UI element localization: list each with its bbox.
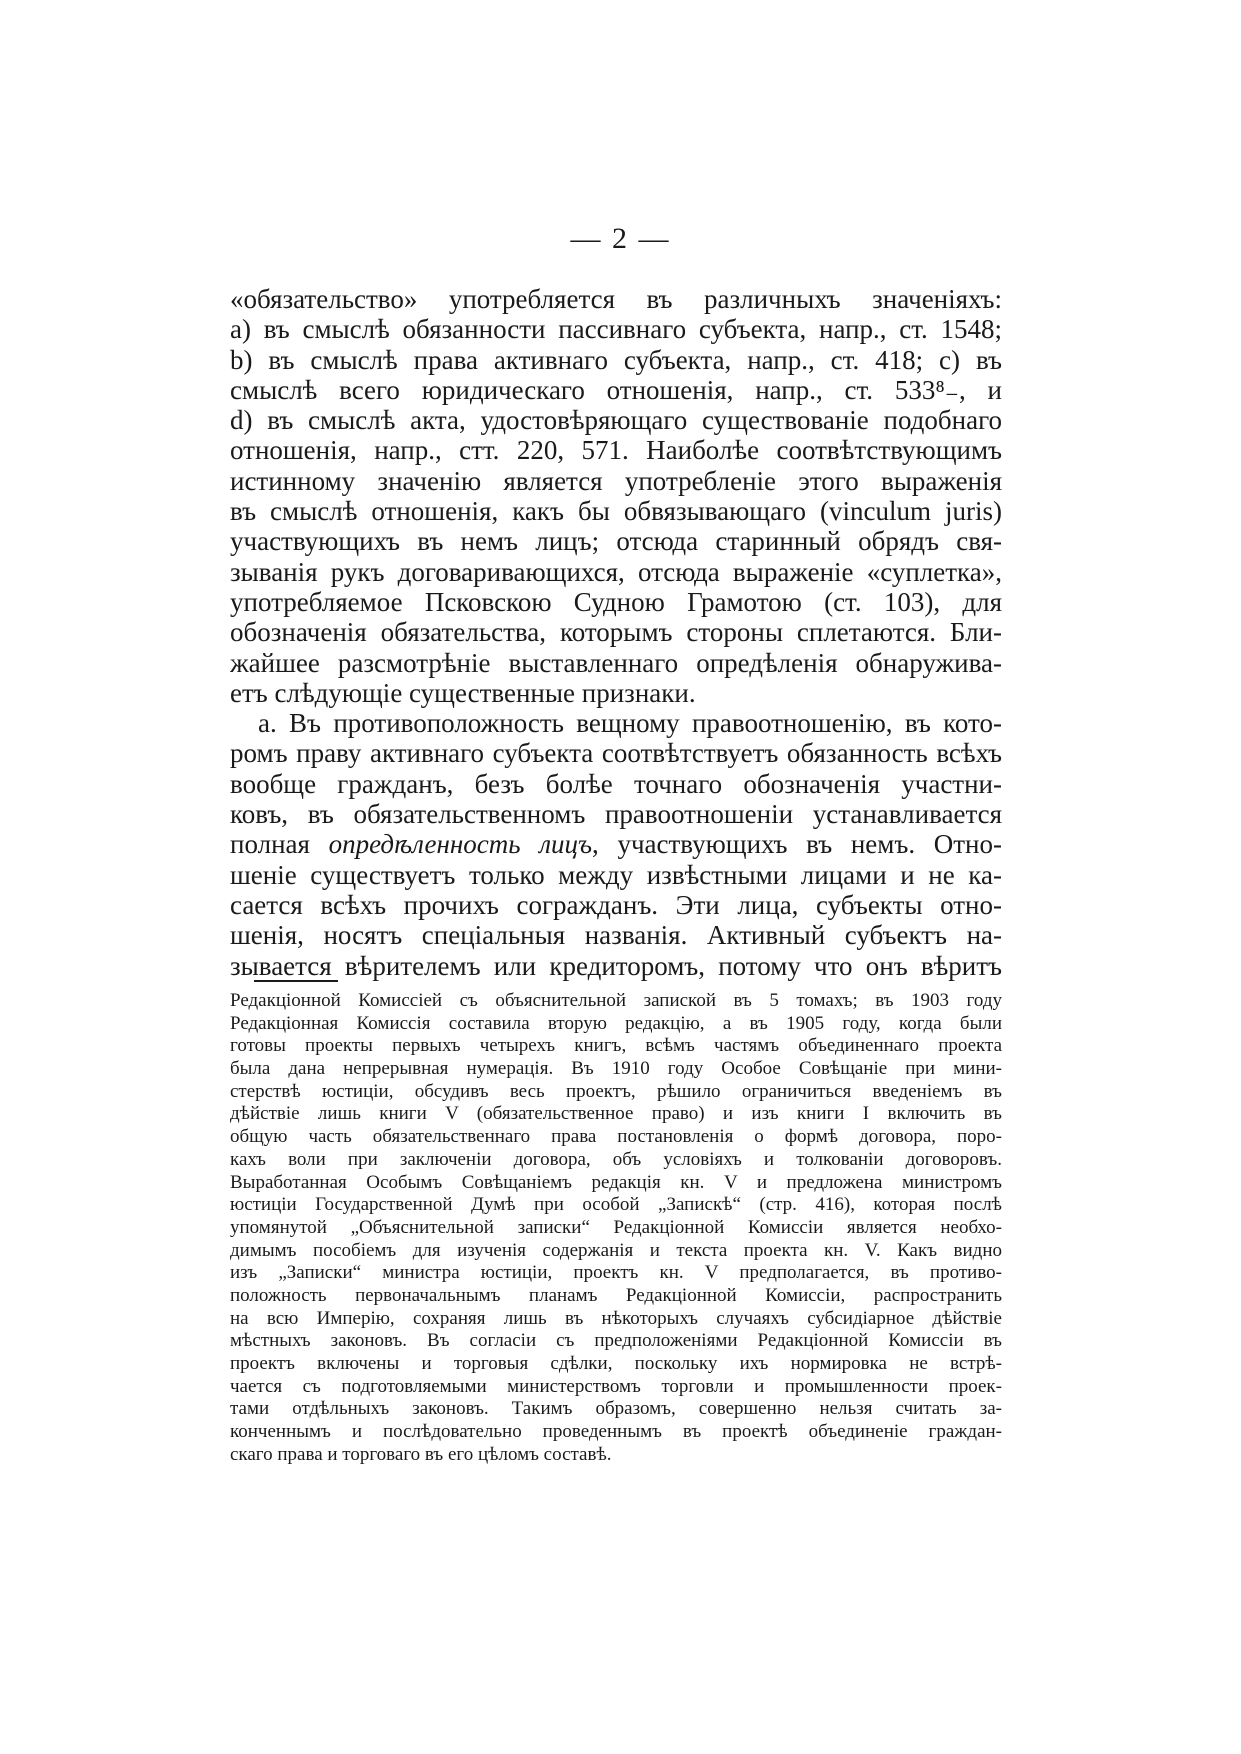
emphasized-term: опредѣленность лицъ — [328, 829, 593, 860]
text-line: зыванія рукъ договаривающихся, отсюда выраженіе «суплетка», — [230, 556, 1002, 587]
footnote-line: чается съ подготовляемыми министерствомъ торговли и промышленности проек- — [230, 1375, 1002, 1397]
footnote-line: мѣстныхъ законовъ. Въ согласіи съ предположеніями Редакціонной Комиссіи въ — [230, 1330, 1002, 1352]
footnote-line: скаго права и торговаго въ его цѣломъ составѣ. — [230, 1443, 612, 1465]
footnote-line: проектъ включены и торговыя сдѣлки, поскольку ихъ нормировка не встрѣ- — [230, 1353, 1002, 1374]
text-line: зывается вѣрителемъ или кредиторомъ, потому что онъ вѣритъ — [230, 950, 1002, 981]
text-run: полная — [230, 829, 329, 860]
text-line — [230, 829, 1002, 859]
footnote-line: кахъ воли при заключеніи договора, объ условіяхъ и толкованіи договоровъ. — [230, 1148, 1002, 1170]
text-line: b) въ смыслѣ права активнаго субъекта, напр., ст. 418; c) въ — [230, 344, 1002, 375]
text-line: отношенія, напр., стт. 220, 571. Наиболѣе соотвѣтствующимъ — [230, 435, 1002, 466]
footnote-line: димымъ пособіемъ для изученія содержанія и текста проекта кн. V. Какъ видно — [230, 1239, 1002, 1261]
text-line: вообще гражданъ, безъ болѣе точнаго обозначенія участни- — [230, 768, 1002, 799]
footnote — [230, 990, 1002, 1466]
text-line: ковъ, въ обязательственномъ правоотношеніи устанавливается — [230, 799, 1002, 830]
footnote-line: Редакціонная Комиссія составила вторую редакцію, а въ 1905 году, когда были — [230, 1012, 1002, 1034]
footnote-separator — [254, 980, 338, 982]
text-line: d) въ смыслѣ акта, удостовѣряющаго существованіе подобнаго — [230, 405, 1002, 436]
text-line: участвующихъ въ немъ лицъ; отсюда старинный обрядъ свя- — [230, 526, 1002, 557]
footnote-line: была дана непрерывная нумерація. Въ 1910 году Особое Совѣщаніе при мини- — [230, 1058, 1002, 1080]
footnote-line: тами отдѣльныхъ законовъ. Такимъ образомъ, совершенно нельзя считать за- — [230, 1398, 1002, 1420]
text-line: шенія, носятъ спеціальныя названія. Активный субъектъ на- — [230, 920, 1002, 951]
text-run: , участвующихъ въ немъ. Отно- — [592, 829, 1002, 860]
text-line: употребляемое Псковскою Судною Грамотою (ст. 103), для — [230, 586, 1002, 617]
footnote-line: на всю Имперію, сохраняя лишь въ нѣкоторыхъ случаяхъ субсидіарное дѣйствіе — [230, 1307, 1002, 1329]
text-line: a. Въ противоположность вещному правоотношенію, въ кото- — [258, 708, 1002, 739]
main-text — [230, 284, 1002, 981]
text-line: истинному значенію является употребленіе этого выраженія — [230, 465, 1002, 496]
footnote-line: общую часть обязательственнаго права постановленія о формѣ договора, поро- — [230, 1126, 1002, 1148]
footnote-line: стерствѣ юстиціи, обсудивъ весь проектъ, рѣшило ограничиться введеніемъ въ — [230, 1080, 1002, 1102]
footnote-line: Редакціонной Комиссіей съ объяснительной запиской въ 5 томахъ; въ 1903 году — [230, 990, 1002, 1011]
text-line: етъ слѣдующіе существенные признаки. — [230, 677, 696, 708]
text-line: сается всѣхъ прочихъ согражданъ. Эти лица, субъекты отно- — [230, 889, 1002, 920]
footnote-line: упомянутой „Объяснительной записки“ Редакціонной Комиссіи является необхо- — [230, 1216, 1002, 1238]
text-line: смыслѣ всего юридическаго отношенія, напр., ст. 533⁸₋, и — [230, 374, 1002, 405]
footnote-line: Выработанная Особымъ Совѣщаніемъ редакція кн. V и предложена министромъ — [230, 1171, 1002, 1193]
footnote-line: дѣйствіе лишь книги V (обязательственное право) и изъ книги I включить въ — [230, 1103, 1002, 1125]
footnote-line: положность первоначальнымъ планамъ Редакціонной Комиссіи, распространить — [230, 1284, 1002, 1306]
text-line: обозначенія обязательства, которымъ стороны сплетаются. Бли- — [230, 617, 1002, 648]
text-line: въ смыслѣ отношенія, какъ бы обвязывающаго (vinculum juris) — [230, 496, 1002, 527]
footnote-line: готовы проекты первыхъ четырехъ книгъ, всѣмъ частямъ объединеннаго проекта — [230, 1035, 1002, 1057]
text-line: «обязательство» употребляется въ различныхъ значеніяхъ: — [230, 284, 1002, 314]
text-line: ромъ праву активнаго субъекта соотвѣтствуетъ обязанность всѣхъ — [230, 738, 1002, 769]
text-line: жайшее разсмотрѣніе выставленнаго опредѣленія обнаружива- — [230, 647, 1002, 678]
footnote-line: юстиціи Государственной Думѣ при особой „Запискѣ“ (стр. 416), которая послѣ — [230, 1194, 1002, 1216]
footnote-line: изъ „Записки“ министра юстиціи, проектъ кн. V предполагается, въ противо- — [230, 1262, 1002, 1284]
page-number: — 2 — — [570, 222, 671, 255]
text-line: шеніе существуетъ только между извѣстными лицами и не ка- — [230, 859, 1002, 890]
text-line: a) въ смыслѣ обязанности пассивнаго субъекта, напр., ст. 1548; — [230, 314, 1002, 345]
footnote-line: конченнымъ и послѣдовательно проведеннымъ въ проектѣ объединеніе граждан- — [230, 1421, 1002, 1443]
